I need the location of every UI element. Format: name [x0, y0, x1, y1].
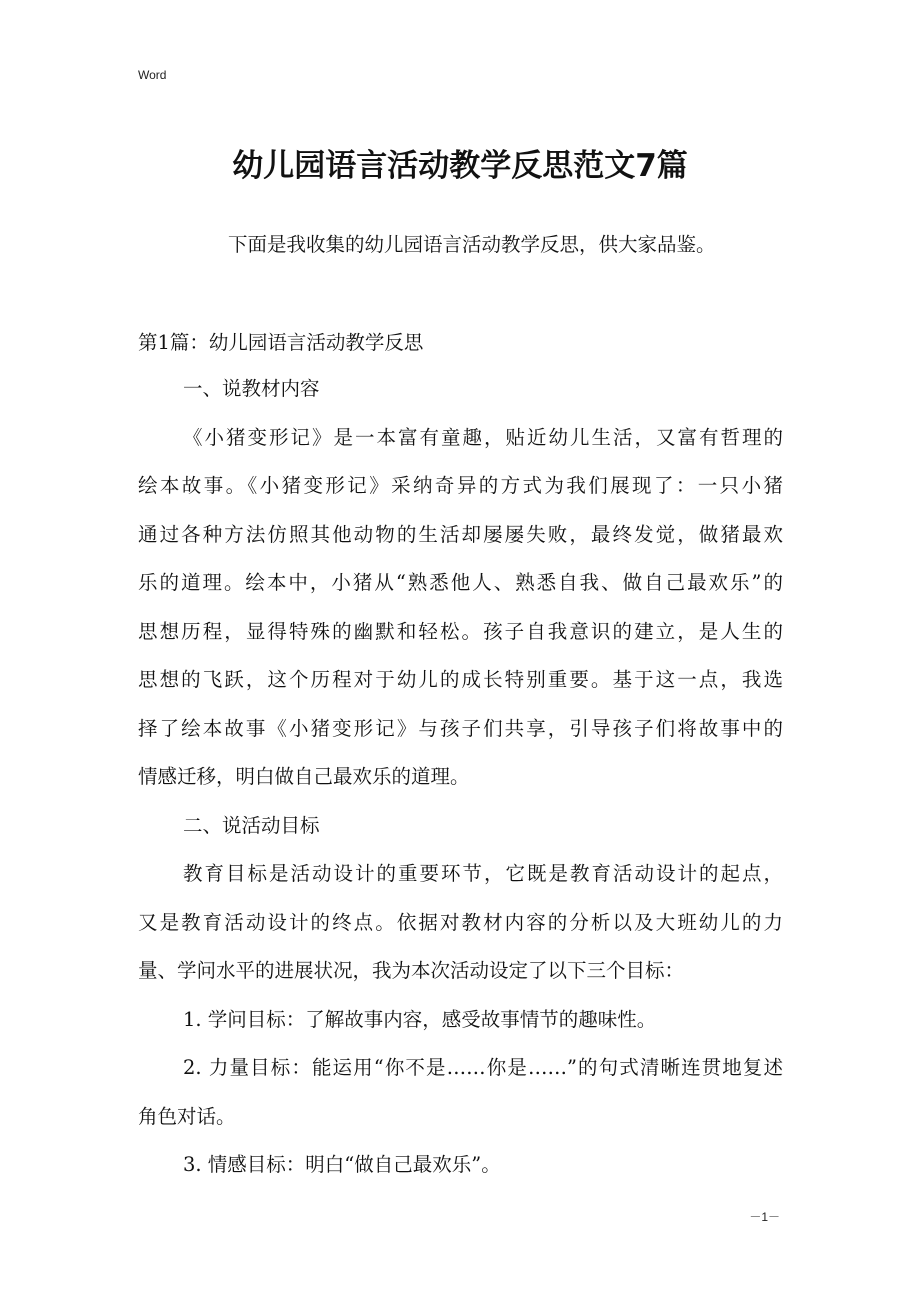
subheading-goals: 二、说活动目标 [183, 813, 320, 837]
paragraph-line: 通过各种方法仿照其他动物的生活却屡屡失败，最终发觉，做猪最欢 [138, 522, 783, 546]
page-number: －1－ [749, 1210, 780, 1224]
paragraph-line: 又是教育活动设计的终点。依据对教材内容的分析以及大班幼儿的力 [138, 910, 783, 934]
subheading-textbook: 一、说教材内容 [183, 377, 320, 400]
list-item: 2. 力量目标：能运用“你不是……你是……”的句式清晰连贯地复述 [183, 1056, 783, 1079]
paragraph-line: 情感迁移，明白做自己最欢乐的道理。 [138, 765, 470, 788]
document-title: 幼儿园语言活动教学反思范文7篇 [232, 148, 688, 184]
intro-paragraph: 下面是我收集的幼儿园语言活动教学反思，供大家品鉴。 [228, 233, 716, 256]
paragraph-line: 乐的道理。绘本中，小猪从“熟悉他人、熟悉自我、做自己最欢乐”的 [138, 571, 783, 594]
paragraph-line: 《小猪变形记》是一本富有童趣，贴近幼儿生活，又富有哲理的 [183, 425, 783, 449]
list-item-continuation: 角色对话。 [138, 1104, 236, 1128]
list-item: 3. 情感目标：明白“做自己最欢乐”。 [183, 1153, 501, 1176]
paragraph-line: 绘本故事。《小猪变形记》采纳奇异的方式为我们展现了：一只小猪 [138, 474, 783, 497]
header-label: Word [138, 68, 167, 82]
document-body [138, 372, 783, 1197]
list-item: 1. 学问目标：了解故事内容，感受故事情节的趣味性。 [183, 1007, 657, 1031]
paragraph-line: 思想历程，显得特殊的幽默和轻松。孩子自我意识的建立，是人生的 [138, 619, 783, 643]
paragraph-line: 量、学问水平的进展状况，我为本次活动设定了以下三个目标： [138, 959, 685, 982]
paragraph-line: 择了绘本故事《小猪变形记》与孩子们共享，引导孩子们将故事中的 [138, 716, 783, 740]
paragraph-line: 思想的飞跃，这个历程对于幼儿的成长特别重要。基于这一点，我选 [138, 668, 783, 691]
section-heading: 第1篇：幼儿园语言活动教学反思 [138, 331, 424, 354]
paragraph-line: 教育目标是活动设计的重要环节，它既是教育活动设计的起点， [183, 862, 783, 885]
